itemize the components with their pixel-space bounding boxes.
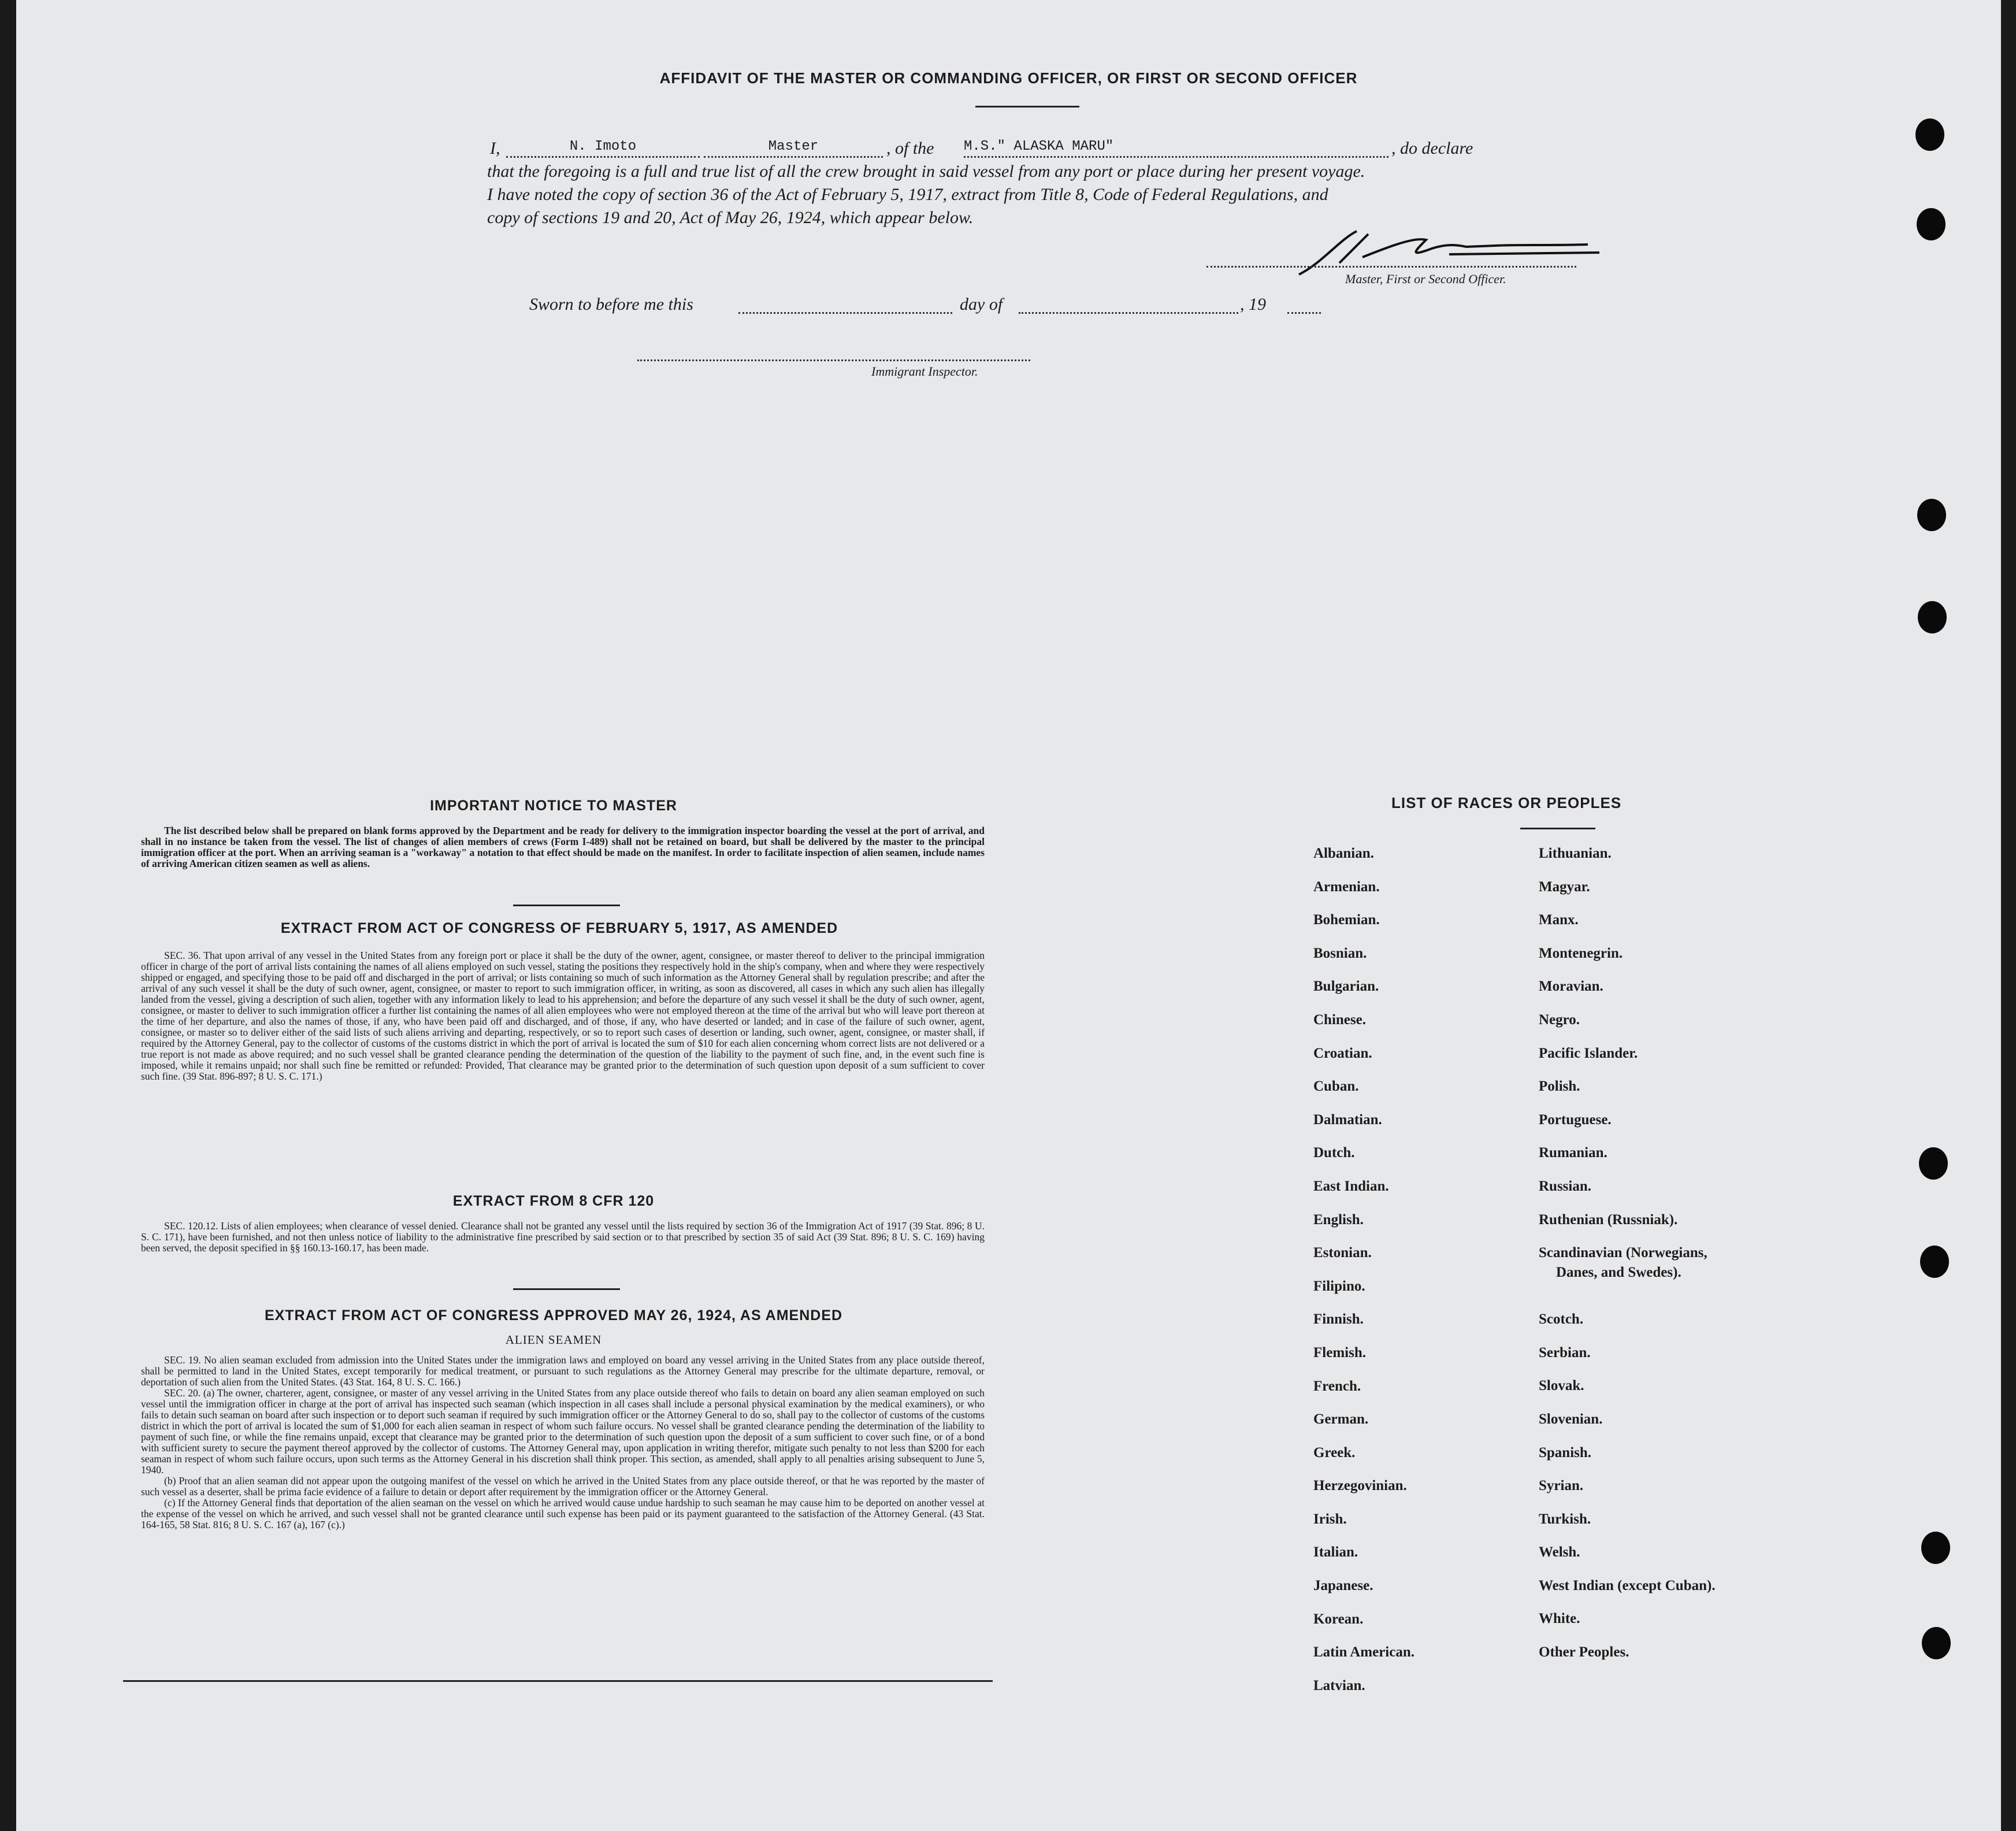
race-item: Chinese. [1313, 1011, 1366, 1028]
race-item: Scotch. [1539, 1311, 1584, 1328]
extract-1917-text: SEC. 36. That upon arrival of any vessel in the United States from any foreign port or place it shall be the duty of the owner, agent, consignee, or master thereof to deliver to the principal immigration officer in charge of the port of arrival lists containing the names of all aliens employed on such vessel, stating the positions they respectively hold in the ship's company, when and where they were respectively shipped or engaged, and specifying those to be paid off and discharged in the port of arrival; or lists containing so much of such information as the Attorney General shall by regulation prescribe; and after the arrival of any such vessel it shall be the duty of such owner, agent, consignee, or master to report to such immigration officer, in writing, as soon as discovered, all cases in which any such alien has illegally landed from the vessel, giving a description of such alien, together with any information likely to lead to his apprehension; and before the departure of any such vessel it shall be the duty of such owner, agent, consignee, or master to deliver to such immigration officer a further list containing the names of all alien employees who were not employed thereon at the time of the arrival but who will leave port thereon at the time of her departure, and also the names of those, if any, who have been paid off and discharged, and of those, if any, who have deserted or landed; and in case of the failure of such owner, agent, consignee, or master so to deliver either of the said lists of such aliens arriving and departing, respectively, or so to report such cases of desertion or landing, such owner, agent, consignee, or master shall, if required by the Attorney General, pay to the collector of customs of the customs district in which the port of arrival is located the sum of $10 for each alien concerning whom correct lists are not delivered or a true report is not made as above required; and no such vessel shall be granted clearance pending the determination of the question of the liability to the payment of such fine, and, in the event such fine is imposed, while it remains unpaid; nor shall such fine be remitted or refunded: Provided, That clearance may be granted prior to the determination of such question upon deposit of a sum sufficient to cover such fine. (39 Stat. 896-897; 8 U. S. C. 171.) [141, 950, 985, 1082]
name-field[interactable]: N. Imoto [506, 139, 700, 158]
race-item: Manx. [1539, 912, 1579, 928]
race-item: White. [1539, 1611, 1580, 1627]
sworn-label: Sworn to before me this [529, 295, 693, 314]
race-item: Slovak. [1539, 1378, 1584, 1394]
race-item: Bohemian. [1313, 912, 1380, 928]
race-item: Latvian. [1313, 1677, 1365, 1693]
race-item: East Indian. [1313, 1178, 1389, 1194]
i-label: I, [490, 139, 500, 158]
race-item: West Indian (except Cuban). [1539, 1577, 1716, 1593]
race-item: Moravian. [1539, 978, 1603, 995]
race-item: Rumanian. [1539, 1145, 1607, 1161]
race-item: Ruthenian (Russniak). [1539, 1211, 1678, 1228]
race-item: Albanian. [1313, 846, 1374, 861]
divider-1 [513, 905, 620, 906]
race-item: Portuguese. [1539, 1111, 1612, 1128]
document-page [16, 0, 2001, 1831]
race-item: Croatian. [1313, 1045, 1372, 1061]
extract-1924-text [141, 1355, 985, 1530]
races-left-column [1313, 845, 1414, 1710]
day-of-label: day of [960, 295, 1003, 314]
race-item: Pacific Islander. [1539, 1045, 1638, 1061]
affidavit-title: AFFIDAVIT OF THE MASTER OR COMMANDING OFFICER, OR FIRST OR SECOND OFFICER [659, 69, 1358, 87]
races-right-column [1539, 845, 1716, 1677]
race-item: Italian. [1313, 1544, 1358, 1561]
race-item: Welsh. [1539, 1544, 1580, 1561]
title-divider [975, 106, 1079, 108]
sec-19: SEC. 19. No alien seaman excluded from admission into the United States under the immigration laws and employed on board any vessel arriving in the United States from any place outside thereof, shall be permitted to land in the United States, except temporarily for medical treatment, or pursuant to such regulations as the Attorney General may prescribe for the ultimate departure, removal, or deportation of such alien from the United States. (43 Stat. 164, 8 U. S. C. 166.) [141, 1354, 985, 1388]
race-item: Dutch. [1313, 1145, 1355, 1161]
race-item: Polish. [1539, 1078, 1580, 1095]
sworn-line [529, 295, 1338, 316]
race-item: German. [1313, 1411, 1369, 1428]
of-the-label: , of the [886, 139, 934, 158]
race-item: Russian. [1539, 1178, 1592, 1194]
alien-seamen-subtitle: ALIEN SEAMEN [505, 1333, 602, 1347]
vessel-field[interactable]: M.S." ALASKA MARU" [964, 139, 1388, 158]
extract-1924-title: EXTRACT FROM ACT OF CONGRESS APPROVED MAY 26, 1924, AS AMENDED [264, 1307, 843, 1324]
race-item: Estonian. [1313, 1245, 1372, 1261]
binder-hole [1921, 1532, 1950, 1564]
race-item: French. [1313, 1378, 1361, 1394]
race-item: Herzegovinian. [1313, 1478, 1407, 1494]
declaration-line-2: that the foregoing is a full and true list of all the crew brought in said vessel from any port or place during her present voyage. [487, 162, 1365, 181]
races-divider [1520, 828, 1595, 829]
inspector-line[interactable] [637, 356, 1030, 361]
race-item: Cuban. [1313, 1078, 1359, 1095]
binder-hole [1920, 1246, 1949, 1278]
sworn-day-field[interactable] [738, 295, 952, 314]
race-item: Negro. [1539, 1011, 1580, 1028]
signature-line [1206, 262, 1576, 268]
extract-1917-title: EXTRACT FROM ACT OF CONGRESS OF FEBRUARY 5, 1917, AS AMENDED [280, 920, 838, 936]
sec-20b: (b) Proof that an alien seaman did not appear upon the outgoing manifest of the vessel on which he arrived in the United States from any place outside thereof, or that he was reported by the master of such vessel as a deserter, shall be prima facie evidence of a failure to detain or deport after requirement by the immigration officer or the Attorney General. [141, 1475, 985, 1498]
binder-hole [1918, 601, 1947, 633]
declaration-line-3: I have noted the copy of section 36 of the Act of February 5, 1917, extract from Title 8, Code of Federal Regulations, and [487, 185, 1328, 204]
divider-2 [513, 1288, 620, 1290]
inspector-caption: Immigrant Inspector. [871, 364, 978, 379]
race-item: Latin American. [1313, 1644, 1414, 1660]
race-item: Magyar. [1539, 879, 1590, 895]
race-item: Turkish. [1539, 1511, 1591, 1527]
race-item: Lithuanian. [1539, 846, 1612, 861]
race-item: Scandinavian (Norwegians, [1539, 1245, 1707, 1261]
declaration-line-4: copy of sections 19 and 20, Act of May 26, 1924, which appear below. [487, 208, 974, 227]
binder-hole [1917, 208, 1946, 240]
race-item: Finnish. [1313, 1311, 1364, 1328]
extract-cfr-title: EXTRACT FROM 8 CFR 120 [452, 1193, 655, 1209]
race-item: Dalmatian. [1313, 1111, 1382, 1128]
year-label: , 19 [1240, 295, 1266, 314]
sworn-year-field[interactable] [1287, 295, 1321, 314]
sec-20a: SEC. 20. (a) The owner, charterer, agent, consignee, or master of any vessel arriving in the United States from any place outside thereof who fails to detain on board any alien seaman employed on such vessel until the immigration officer in charge at the port of arrival has inspected such seaman (which inspection in all cases shall include a personal physical examination by the medical examiners), or who fails to detain such seaman on board after such inspection or to deport such seaman if required by such immigration officer or the Attorney General to do so, shall pay to the collector of customs of the customs district in which the port of arrival is located the sum of $1,000 for each alien seaman in respect of whom such failure occurs. No vessel shall be granted clearance pending the determination of the liability to payment of such fine, or while the fine remains unpaid, except that clearance may be granted prior to the determination of such question upon the deposit of a sum sufficient to cover such fine, or of a bond with sufficient surety to secure the payment thereof approved by the collector of customs. The Attorney General may, upon application in writing therefor, mitigate such penalty to not less than $200 for each seaman in respect of whom such failure occurs, upon such terms as the Attorney General in his discretion shall think proper. This section, as amended, shall apply to all penalties arising subsequent to June 5, 1940. [141, 1387, 985, 1476]
race-item: Armenian. [1313, 879, 1380, 895]
bottom-rule [123, 1680, 993, 1682]
race-item: Japanese. [1313, 1578, 1373, 1594]
do-declare-label: , do declare [1391, 139, 1473, 158]
race-item: Flemish. [1313, 1344, 1366, 1361]
race-item: Korean. [1313, 1611, 1364, 1627]
race-item: Danes, and Swedes). [1556, 1265, 1681, 1281]
race-item: Syrian. [1539, 1478, 1584, 1494]
race-item: Bosnian. [1313, 945, 1367, 961]
race-item: Filipino. [1313, 1278, 1365, 1294]
race-item: Bulgarian. [1313, 978, 1379, 995]
notice-title: IMPORTANT NOTICE TO MASTER [430, 798, 677, 814]
extract-cfr-text: SEC. 120.12. Lists of alien employees; when clearance of vessel denied. Clearance shall not be granted any vessel until the lists required by section 36 of the Immigration Act of 1917 (39 Stat. 896; 8 U. S. C. 171), have been furnished, and not then unless notice of liability to the administrative fine prescribed by said section or to that prescribed by section 35 of said Act (39 Stat. 896; 8 U. S. C. 169) having been served, the deposit specified in §§ 160.13-160.17, has been made. [141, 1220, 985, 1254]
race-item: Other Peoples. [1539, 1644, 1629, 1660]
declaration-line-1 [490, 139, 1588, 160]
sworn-month-field[interactable] [1019, 295, 1238, 314]
race-item: Spanish. [1539, 1444, 1592, 1461]
race-item: Irish. [1313, 1511, 1347, 1527]
binder-hole [1922, 1627, 1951, 1659]
race-item: Greek. [1313, 1444, 1356, 1461]
race-item: English. [1313, 1211, 1364, 1228]
signature-caption: Master, First or Second Officer. [1345, 272, 1506, 286]
rank-field[interactable]: Master [704, 139, 883, 158]
sec-20c: (c) If the Attorney General finds that deportation of the alien seaman on the vessel on which he arrived would cause undue hardship to such seaman he may cause him to be deported on another vessel at the expense of the vessel on which he arrived, and such vessel shall not be granted clearance until such expense has been paid or its payment guaranteed to the satisfaction of the Attorney General. (43 Stat. 164-165, 58 Stat. 816; 8 U. S. C. 167 (a), 167 (c).) [141, 1497, 985, 1530]
binder-hole [1917, 499, 1946, 531]
race-item: Serbian. [1539, 1344, 1591, 1361]
binder-hole [1915, 118, 1944, 151]
races-title: LIST OF RACES OR PEOPLES [1391, 794, 1622, 811]
race-item: Slovenian. [1539, 1411, 1603, 1427]
notice-text: The list described below shall be prepared on blank forms approved by the Department and be ready for delivery to the immigration inspector boarding the vessel at the port of arrival, and shall in no instance be taken from the vessel. The list of changes of alien members of crews (Form I-489) shall not be retained on board, but shall be delivered by the master to the principal immigration officer at the port. When an arriving seaman is a "workaway" a notation to that effect should be made on the manifest. In order to facilitate inspection of alien seamen, include names of arriving American citizen seamen as well as aliens. [141, 825, 985, 869]
race-item: Montenegrin. [1539, 945, 1623, 961]
binder-hole [1919, 1147, 1948, 1180]
